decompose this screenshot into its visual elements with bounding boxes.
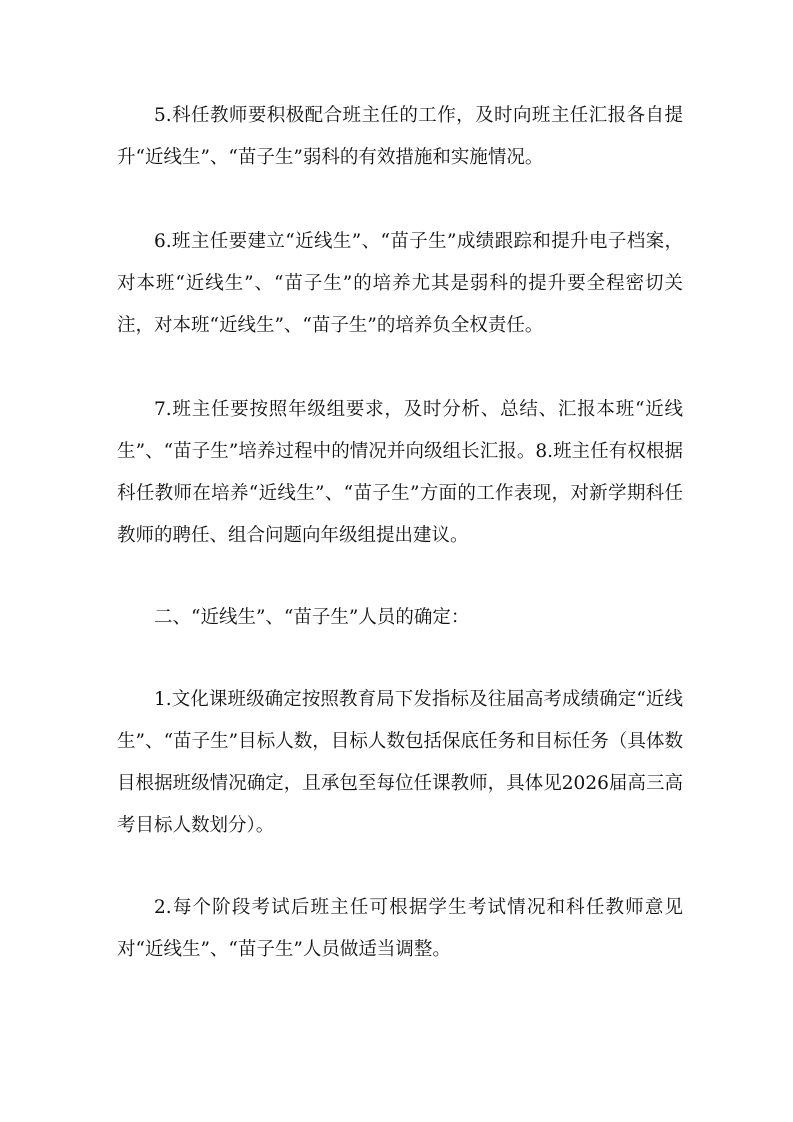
- paragraph-item-7-8: 7.班主任要按照年级组要求，及时分析、总结、汇报本班“近线生”、“苗子生”培养过程中的情况并向级组长汇报。8.班主任有权根据科任教师在培养“近线生”、“苗子生”方面的工作表现，对新学期科任教师的聘任、组合问题向年级组提出建议。: [117, 399, 683, 546]
- paragraph-item-5: 5.科任教师要积极配合班主任的工作，及时向班主任汇报各自提升“近线生”、“苗子生”弱科的有效措施和实施情况。: [117, 105, 683, 168]
- section-item-1: 1.文化课班级确定按照教育局下发指标及往届高考成绩确定“近线生”、“苗子生”目标人数，目标人数包括保底任务和目标任务（具体数目根据班级情况确定，且承包至每位任课教师，具体见2026届高三高考目标人数划分）。: [117, 689, 683, 836]
- paragraph-item-6: 6.班主任要建立“近线生”、“苗子生”成绩跟踪和提升电子档案，对本班“近线生”、“苗子生”的培养尤其是弱科的提升要全程密切关注，对本班“近线生”、“苗子生”的培养负全权责任。: [117, 231, 683, 336]
- section-heading: 二、“近线生”、“苗子生”人员的确定：: [154, 607, 470, 628]
- section-item-2: 2.每个阶段考试后班主任可根据学生考试情况和科任教师意见对“近线生”、“苗子生”人员做适当调整。: [117, 897, 683, 960]
